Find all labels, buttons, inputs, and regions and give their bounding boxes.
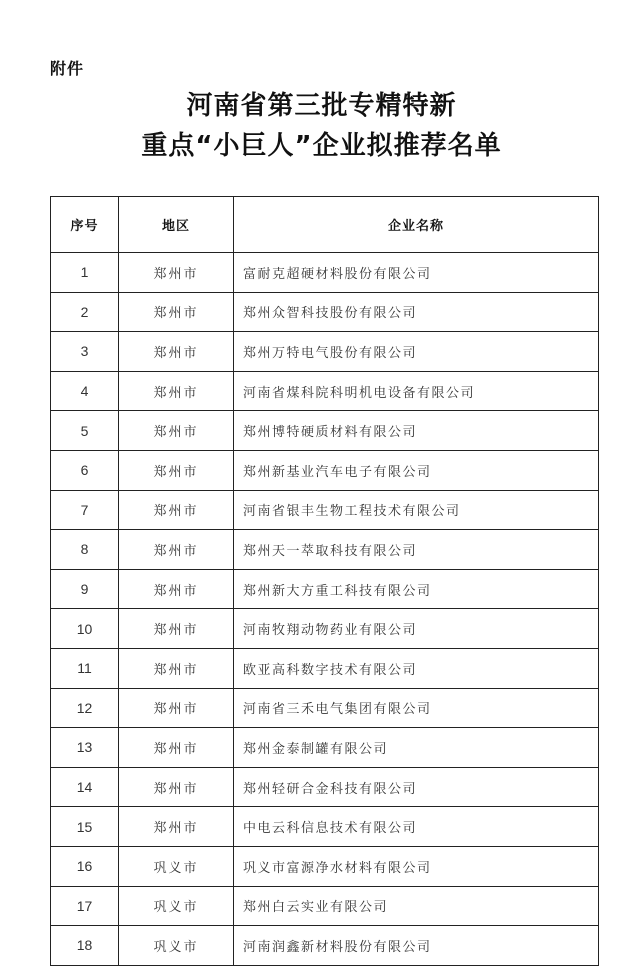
row-company-name: 欧亚高科数字技术有限公司 [234,648,599,688]
table-row [51,253,599,293]
row-company-name: 中电云科信息技术有限公司 [234,807,599,847]
row-company-name: 郑州万特电气股份有限公司 [234,332,599,372]
row-region: 郑州市 [119,292,234,332]
row-serial-number: 4 [51,371,119,411]
row-serial-number: 11 [51,648,119,688]
row-region: 郑州市 [119,767,234,807]
table-row [51,728,599,768]
row-company-name: 河南牧翔动物药业有限公司 [234,609,599,649]
table-row [51,569,599,609]
row-serial-number: 9 [51,569,119,609]
header-region: 地区 [119,197,234,253]
row-company-name: 郑州新基业汽车电子有限公司 [234,450,599,490]
row-region: 郑州市 [119,450,234,490]
table-row [51,490,599,530]
row-serial-number: 1 [51,253,119,293]
row-region: 郑州市 [119,609,234,649]
row-company-name: 郑州轻研合金科技有限公司 [234,767,599,807]
row-company-name: 郑州天一萃取科技有限公司 [234,530,599,570]
row-company-name: 富耐克超硬材料股份有限公司 [234,253,599,293]
table-row [51,411,599,451]
row-company-name: 河南省煤科院科明机电设备有限公司 [234,371,599,411]
row-company-name: 河南省银丰生物工程技术有限公司 [234,490,599,530]
table-row [51,886,599,926]
row-region: 郑州市 [119,530,234,570]
row-region: 郑州市 [119,332,234,372]
header-serial-number: 序号 [51,197,119,253]
row-region: 郑州市 [119,490,234,530]
header-company-name: 企业名称 [234,197,599,253]
row-company-name: 郑州博特硬质材料有限公司 [234,411,599,451]
attachment-label: 附件 [50,59,85,78]
row-serial-number: 10 [51,609,119,649]
row-serial-number: 14 [51,767,119,807]
table-header-row [51,197,599,253]
table-row [51,767,599,807]
row-serial-number: 7 [51,490,119,530]
row-serial-number: 12 [51,688,119,728]
row-region: 郑州市 [119,411,234,451]
row-company-name: 郑州新大方重工科技有限公司 [234,569,599,609]
row-company-name: 郑州金泰制罐有限公司 [234,728,599,768]
table-row [51,926,599,966]
row-region: 郑州市 [119,648,234,688]
row-serial-number: 13 [51,728,119,768]
page-title-line-2: 重点“小巨人”企业拟推荐名单 [141,131,502,161]
row-serial-number: 2 [51,292,119,332]
row-company-name: 河南省三禾电气集团有限公司 [234,688,599,728]
table-row [51,648,599,688]
row-serial-number: 16 [51,846,119,886]
table-row [51,292,599,332]
table-row [51,609,599,649]
row-company-name: 郑州白云实业有限公司 [234,886,599,926]
row-serial-number: 5 [51,411,119,451]
row-region: 巩义市 [119,886,234,926]
row-region: 巩义市 [119,846,234,886]
row-region: 郑州市 [119,253,234,293]
table-row [51,530,599,570]
row-region: 郑州市 [119,371,234,411]
row-serial-number: 15 [51,807,119,847]
row-serial-number: 8 [51,530,119,570]
row-serial-number: 3 [51,332,119,372]
table-row [51,688,599,728]
row-region: 郑州市 [119,688,234,728]
row-company-name: 郑州众智科技股份有限公司 [234,292,599,332]
page-title-line-1: 河南省第三批专精特新 [186,91,457,121]
row-region: 巩义市 [119,926,234,966]
row-region: 郑州市 [119,807,234,847]
table-row [51,846,599,886]
table-row [51,332,599,372]
row-region: 郑州市 [119,569,234,609]
row-region: 郑州市 [119,728,234,768]
table-row [51,450,599,490]
table-row [51,807,599,847]
row-serial-number: 6 [51,450,119,490]
company-list-table [50,196,599,966]
row-company-name: 巩义市富源净水材料有限公司 [234,846,599,886]
row-company-name: 河南润鑫新材料股份有限公司 [234,926,599,966]
row-serial-number: 17 [51,886,119,926]
table-row [51,371,599,411]
row-serial-number: 18 [51,926,119,966]
